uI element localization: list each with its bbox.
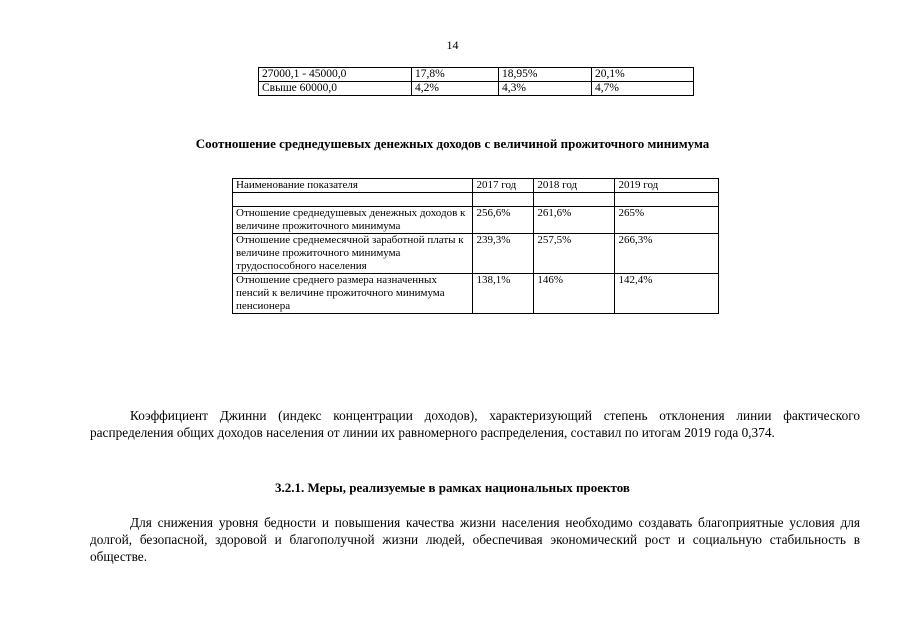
- table-empty-row: [233, 193, 719, 207]
- table-cell: 4,7%: [592, 82, 694, 96]
- table-cell: 265%: [615, 207, 719, 234]
- table-cell: 257,5%: [534, 234, 615, 274]
- table-cell: [615, 193, 719, 207]
- gini-paragraph: Коэффициент Джинни (индекс концентрации доходов), характеризующий степень отклонения линии фактического распределения общих доходов населения от линии их равномерного распределения, составил по итогам 2019 года 0,374.: [90, 408, 860, 440]
- table-row: [233, 207, 719, 234]
- income-distribution-table: [258, 67, 694, 96]
- table-cell: 142,4%: [615, 274, 719, 314]
- table-cell: [233, 193, 473, 207]
- table-cell: Отношение среднего размера назначенных пенсий к величине прожиточного минимума пенсионера: [233, 274, 473, 314]
- column-header: 2017 год: [473, 179, 534, 193]
- table-header-row: [233, 179, 719, 193]
- table-row: [233, 234, 719, 274]
- table-cell: 17,8%: [412, 68, 499, 82]
- column-header: Наименование показателя: [233, 179, 473, 193]
- ratio-table-title: Соотношение среднедушевых денежных доходов с величиной прожиточного минимума: [195, 136, 710, 151]
- column-header: 2019 год: [615, 179, 719, 193]
- table-row: [233, 274, 719, 314]
- table-cell: [534, 193, 615, 207]
- ratio-table: [232, 178, 719, 314]
- table-cell: [473, 193, 534, 207]
- measures-paragraph: Для снижения уровня бедности и повышения качества жизни населения необходимо создавать благоприятные условия для долгой, безопасной, здоровой и благополучной жизни людей, обеспечивая экономический рост и социальную стабильность в обществе.: [90, 515, 860, 564]
- table-cell: 146%: [534, 274, 615, 314]
- column-header: 2018 год: [534, 179, 615, 193]
- table-cell: Отношение среднедушевых денежных доходов к величине прожиточного минимума: [233, 207, 473, 234]
- table-cell: 266,3%: [615, 234, 719, 274]
- table-cell: 4,3%: [499, 82, 592, 96]
- table-row: [259, 68, 694, 82]
- table-cell: 4,2%: [412, 82, 499, 96]
- page-number: 14: [446, 38, 459, 52]
- section-heading: 3.2.1. Меры, реализуемые в рамках национальных проектов: [275, 480, 630, 495]
- table-cell: 20,1%: [592, 68, 694, 82]
- table-cell: 256,6%: [473, 207, 534, 234]
- table-cell: 18,95%: [499, 68, 592, 82]
- table-cell: Отношение среднемесячной заработной платы к величине прожиточного минимума трудоспособного населения: [233, 234, 473, 274]
- table-cell: Свыше 60000,0: [259, 82, 412, 96]
- table-row: [259, 82, 694, 96]
- table-cell: 138,1%: [473, 274, 534, 314]
- table-cell: 27000,1 - 45000,0: [259, 68, 412, 82]
- table-cell: 261,6%: [534, 207, 615, 234]
- table-cell: 239,3%: [473, 234, 534, 274]
